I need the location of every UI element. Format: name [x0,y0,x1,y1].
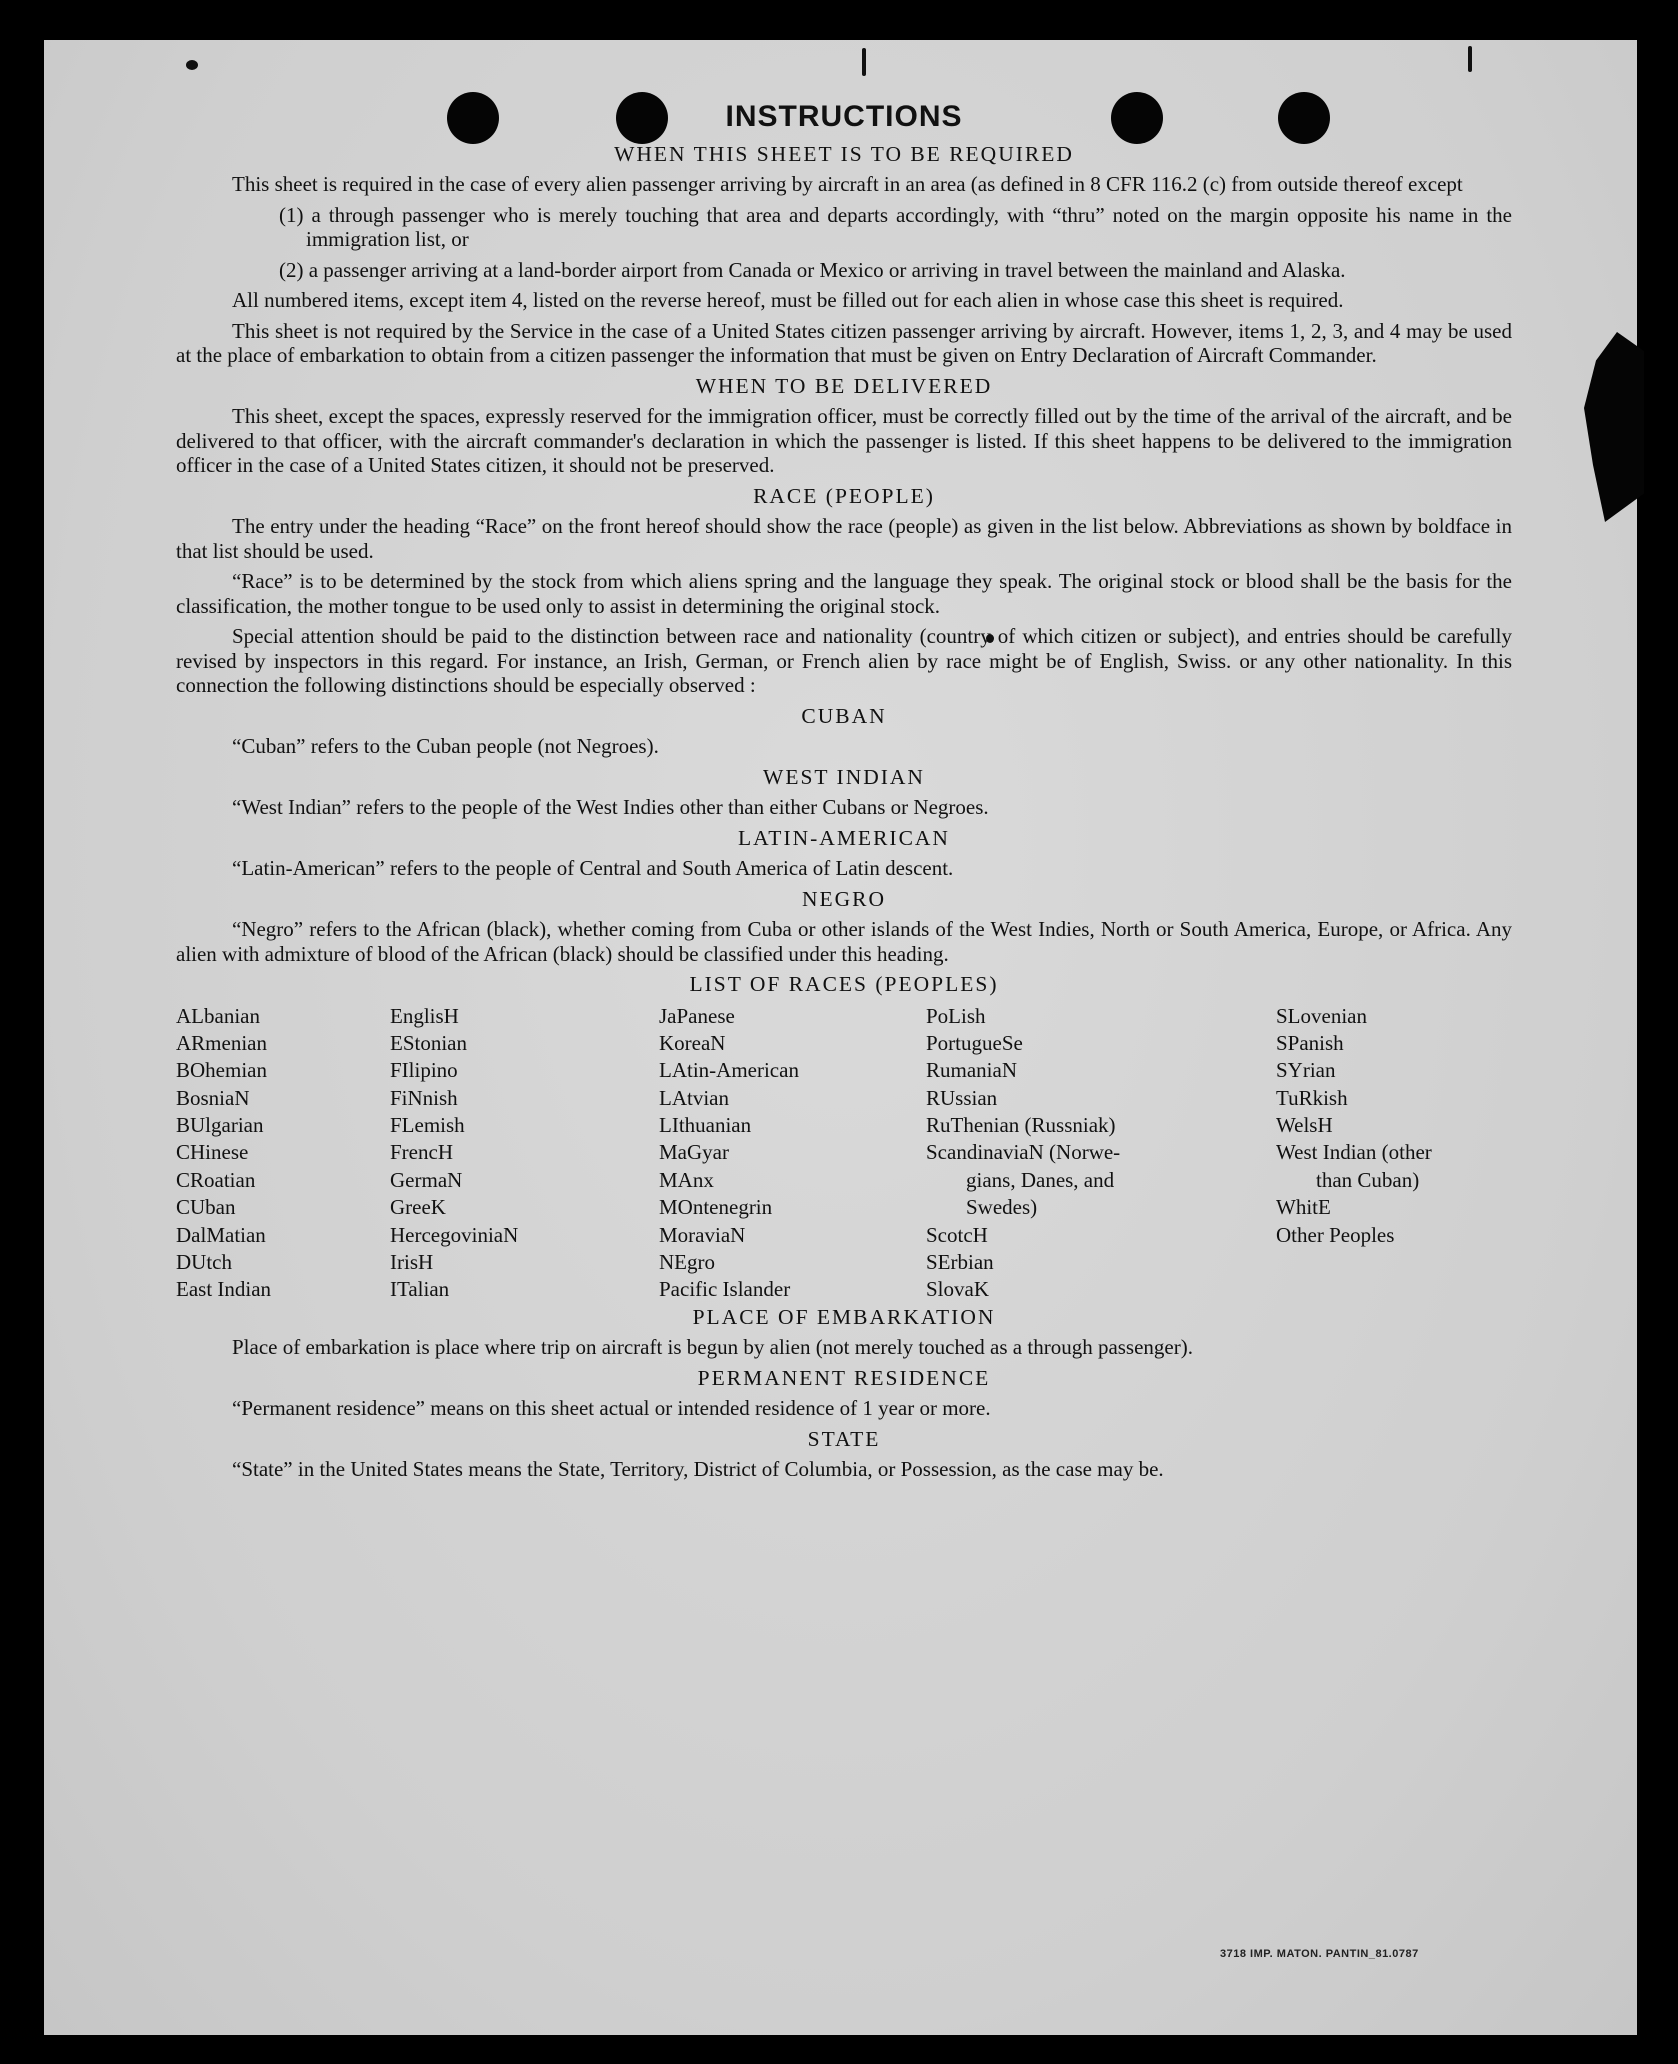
ink-speck [186,60,198,70]
torn-edge [1584,332,1644,522]
section-heading: PLACE OF EMBARKATION [692,1304,996,1329]
paragraph: “Race” is to be determined by the stock from which aliens spring and the language they speak. The original stock or blood shall be the basis for the classification, the mother tongue to be used only to assist in determining the original stock. [176,569,1512,618]
race-item: RUssian [926,1085,998,1110]
section-heading: WEST INDIAN [763,764,925,789]
paragraph: “Cuban” refers to the Cuban people (not Negroes). [232,734,659,758]
list-item: (1) a through passenger who is merely touching that area and departs accordingly, with “thru” noted on the margin opposite his name in the immigration list, or [279,202,1512,251]
race-item: FrencH [390,1140,453,1165]
race-item: MoraviaN [659,1222,746,1247]
race-item: PortugueSe [926,1030,1023,1055]
race-item: DalMatian [176,1222,266,1247]
paragraph: Special attention should be paid to the distinction between race and nationality (country of which citizen or subject), and entries should be carefully revised by inspectors in this regard. For instance, an Irish, German, or French alien by race might be of English, Swiss. or any other nationality. In this connection the following distinctions should be especially observed : [176,624,1512,697]
race-item: West Indian (other [1276,1140,1432,1165]
race-item: EnglisH [390,1003,459,1028]
race-item: ScotcH [926,1222,988,1247]
race-item: EStonian [390,1030,467,1055]
race-item: HercegoviniaN [390,1222,519,1247]
paragraph: “State” in the United States means the State, Territory, District of Columbia, or Possession, as the case may be. [232,1457,1164,1481]
race-item: LIthuanian [659,1113,752,1138]
ink-speck [862,48,866,76]
page-title: INSTRUCTIONS [725,100,963,133]
race-item: TuRkish [1276,1085,1348,1110]
race-item: ITalian [390,1277,450,1302]
race-item: ScandinaviaN (Norwe- [926,1140,1121,1165]
race-item: BUlgarian [176,1113,264,1138]
race-item: MaGyar [659,1140,729,1165]
race-item: NEgro [659,1250,715,1275]
paragraph: All numbered items, except item 4, listed on the reverse hereof, must be filled out for each alien in whose case this sheet is required. [232,288,1344,312]
race-item: gians, Danes, and [966,1167,1115,1192]
races-column [176,1003,271,1304]
races-column [1276,1003,1432,1250]
race-item: BosniaN [176,1085,250,1110]
races-column [926,1003,1120,1304]
paragraph: “Negro” refers to the African (black), whether coming from Cuba or other islands of the West Indies, North or South America, Europe, or Africa. Any alien with admixture of blood of the African (black) should be classified under this heading. [176,917,1512,966]
race-item: DUtch [176,1250,232,1275]
race-item: CRoatian [176,1167,256,1192]
race-item: JaPanese [659,1003,735,1028]
race-item: BOhemian [176,1058,267,1083]
race-item: ARmenian [176,1030,267,1055]
race-item: Pacific Islander [659,1277,791,1302]
section-heading: LIST OF RACES (PEOPLES) [689,972,999,996]
race-item: FiNnish [390,1085,458,1110]
section-heading: STATE [807,1426,881,1451]
printer-imprint: 3718 IMP. MATON. PANTIN_81.0787 [1220,1948,1419,1960]
race-item: MAnx [659,1167,714,1192]
race-item: WelsH [1276,1113,1333,1138]
race-item: SYrian [1276,1058,1336,1083]
paragraph: This sheet, except the spaces, expressly reserved for the immigration officer, must be correctly filled out by the time of the arrival of the aircraft, and be delivered to that officer, with the aircraft commander's declaration in which the passenger is listed. If this sheet happens to be delivered to the immigration officer in the case of a United States citizen, it should not be preserved. [176,404,1512,477]
race-item: SPanish [1276,1030,1344,1055]
race-item: SlovaK [926,1277,989,1302]
race-item: IrisH [390,1250,434,1275]
race-item: SErbian [926,1250,994,1275]
paragraph: Place of embarkation is place where trip on aircraft is begun by alien (not merely touched as a through passenger). [232,1335,1193,1359]
race-item: PoLish [926,1003,986,1028]
section-heading: PERMANENT RESIDENCE [697,1365,991,1390]
race-item: ALbanian [176,1003,260,1028]
section-heading: LATIN-AMERICAN [738,825,950,850]
race-item: LAtvian [659,1085,729,1110]
section-heading: NEGRO [801,886,887,911]
paragraph: This sheet is not required by the Service in the case of a United States citizen passenger arriving by aircraft. However, items 1, 2, 3, and 4 may be used at the place of embarkation to obtain from a citizen passenger the information that must be given on Entry Declaration of Aircraft Commander. [176,318,1512,367]
race-item: RumaniaN [926,1058,1017,1083]
paragraph: “Permanent residence” means on this sheet actual or intended residence of 1 year or more. [232,1396,991,1420]
race-item: CHinese [176,1140,249,1165]
list-item: (2) a passenger arriving at a land-border airport from Canada or Mexico or arriving in travel between the mainland and Alaska. [279,257,1346,282]
races-column [390,1003,518,1304]
instructions-content [176,95,1512,1488]
race-item: Other Peoples [1276,1222,1395,1247]
race-item: LAtin-American [659,1058,799,1083]
race-item: FIlipino [390,1058,458,1083]
section-heading: RACE (PEOPLE) [753,483,935,508]
race-item: CUban [176,1195,236,1220]
race-item: FLemish [390,1113,465,1138]
paragraph: This sheet is required in the case of every alien passenger arriving by aircraft in an area (as defined in 8 CFR 116.2 (c) from outside thereof except [232,172,1463,196]
races-list [176,1003,1512,1302]
paragraph: “Latin-American” refers to the people of Central and South America of Latin descent. [232,856,954,880]
race-item: GreeK [390,1195,446,1220]
ink-speck [1468,46,1472,72]
section-heading: CUBAN [801,703,887,728]
races-column [659,1003,799,1304]
race-item: than Cuban) [1316,1167,1420,1192]
race-item: East Indian [176,1277,272,1302]
paragraph: The entry under the heading “Race” on the front hereof should show the race (people) as given in the list below. Abbreviations as shown by boldface in that list should be used. [176,514,1512,563]
race-item: GermaN [390,1167,463,1192]
paragraph: “West Indian” refers to the people of the West Indies other than either Cubans or Negroes. [232,795,989,819]
race-item: WhitE [1276,1195,1331,1220]
section-heading: WHEN THIS SHEET IS TO BE REQUIRED [614,141,1074,166]
race-item: MOntenegrin [659,1195,773,1220]
race-item: KoreaN [659,1030,726,1055]
section-heading: WHEN TO BE DELIVERED [695,373,993,398]
race-item: RuThenian (Russniak) [926,1113,1116,1138]
race-item: Swedes) [966,1195,1038,1220]
race-item: SLovenian [1276,1003,1367,1028]
